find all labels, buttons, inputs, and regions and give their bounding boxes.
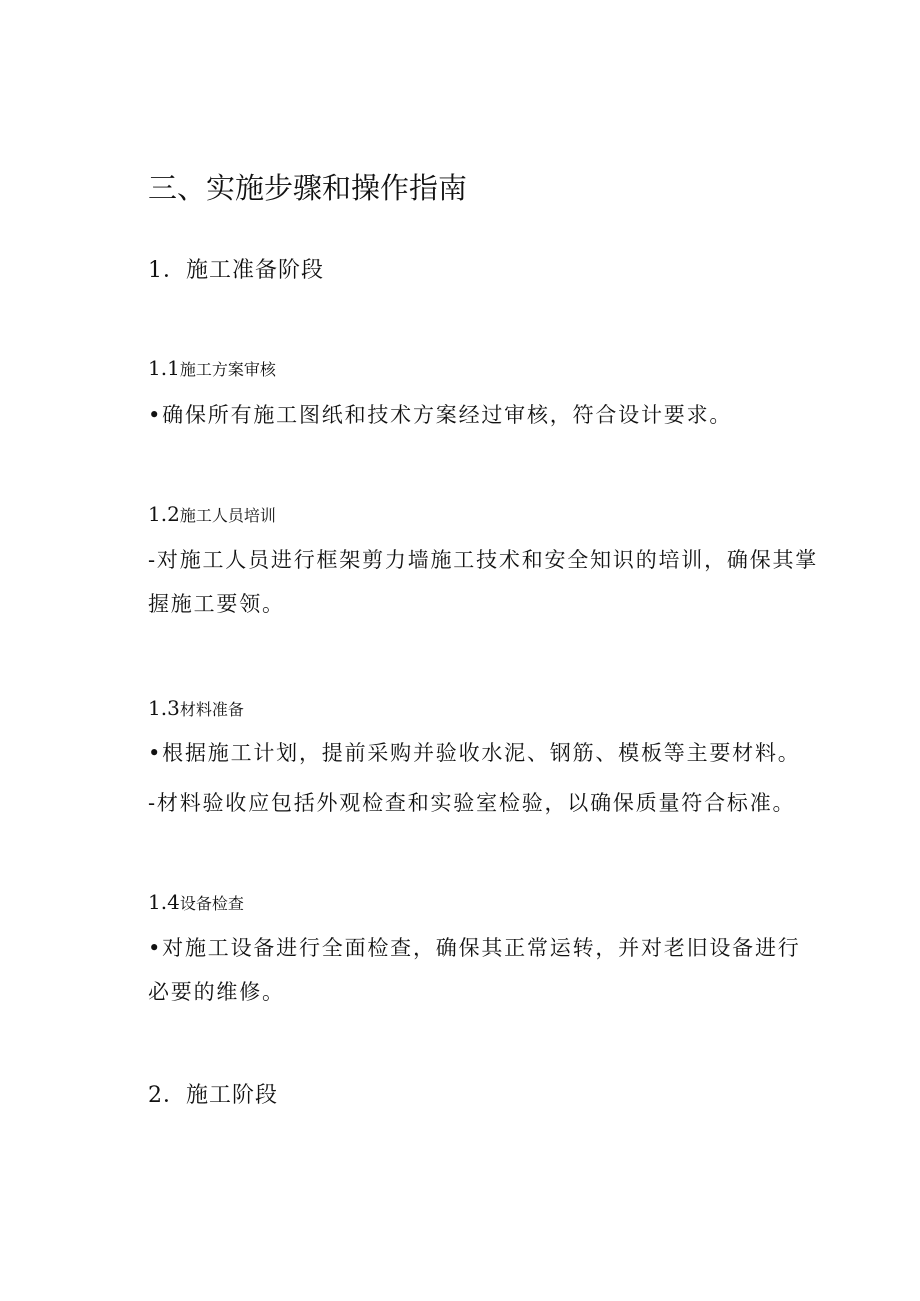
subsection-1-3-item-1: •根据施工计划，提前采购并验收水泥、钢筋、模板等主要材料。: [148, 741, 801, 765]
subsection-1-4-item-1: •对施工设备进行全面检查，确保其正常运转，并对老旧设备进行必要的维修。: [148, 936, 801, 1004]
subsection-1-1-title: 施工方案审核: [179, 360, 276, 379]
subsection-1-2-item-1: -对施工人员进行框架剪力墙施工技术和安全知识的培训，确保其掌握施工要领。: [148, 548, 819, 616]
subsection-1-2-number: 1.2: [148, 502, 180, 526]
subsection-1-1-number: 1.1: [148, 356, 180, 380]
stage-1-title: 1．施工准备阶段: [148, 258, 324, 283]
subsection-1-4-number: 1.4: [148, 890, 180, 914]
stage-2-title: 2．施工阶段: [148, 1083, 278, 1108]
subsection-1-1-heading: [148, 356, 276, 382]
subsection-1-3-title: 材料准备: [179, 700, 244, 719]
subsection-1-2-title: 施工人员培训: [179, 506, 276, 525]
subsection-1-4-title: 设备检查: [179, 894, 244, 913]
subsection-1-3-heading: [148, 696, 244, 722]
section-title: 三、实施步骤和操作指南: [148, 171, 468, 205]
subsection-1-3-item-2: -材料验收应包括外观检查和实验室检验，以确保质量符合标准。: [148, 791, 796, 815]
subsection-1-3-number: 1.3: [148, 696, 180, 720]
subsection-1-2-heading: [148, 502, 276, 528]
subsection-1-4-heading: [148, 890, 244, 916]
subsection-1-1-item-1: •确保所有施工图纸和技术方案经过审核，符合设计要求。: [148, 403, 733, 427]
